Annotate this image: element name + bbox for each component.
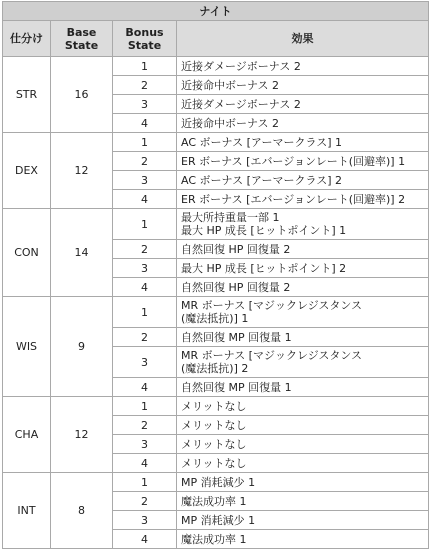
header-bonus-state — [113, 21, 177, 57]
bonus-state-cell: 1 — [113, 209, 177, 240]
effect-text: 最大 HP 成長 [ヒットポイント] 1 — [181, 224, 347, 237]
effect-cell — [177, 435, 429, 454]
stat-name-cell: STR — [3, 57, 51, 133]
effect-cell — [177, 259, 429, 278]
effect-cell — [177, 57, 429, 76]
bonus-state-cell: 4 — [113, 278, 177, 297]
base-state-cell: 9 — [51, 297, 113, 397]
bonus-state-cell: 2 — [113, 152, 177, 171]
effect-cell — [177, 95, 429, 114]
effect-text: メリットなし — [181, 456, 247, 470]
effect-cell — [177, 397, 429, 416]
bonus-state-cell: 4 — [113, 454, 177, 473]
bonus-state-cell: 4 — [113, 114, 177, 133]
effect-cell — [177, 416, 429, 435]
header-bonus-line1: Bonus — [125, 25, 164, 39]
effect-text: 自然回復 MP 回復量 1 — [181, 380, 292, 394]
bonus-state-cell: 2 — [113, 416, 177, 435]
effect-cell — [177, 378, 429, 397]
bonus-state-cell: 2 — [113, 328, 177, 347]
stat-name-cell: CON — [3, 209, 51, 297]
effect-text: 最大所持重量一部 1 — [181, 211, 280, 224]
bonus-state-cell: 3 — [113, 95, 177, 114]
effect-cell — [177, 530, 429, 549]
bonus-state-cell: 1 — [113, 473, 177, 492]
effect-text: 自然回復 HP 回復量 2 — [181, 242, 291, 256]
effect-text: ER ボーナス [エバージョンレート(回避率)] 1 — [181, 154, 406, 168]
stat-name-cell: WIS — [3, 297, 51, 397]
table-title: ナイト — [3, 2, 429, 21]
effect-text: (魔法抵抗)] 2 — [181, 362, 249, 375]
table-row — [3, 397, 429, 416]
table-body — [3, 57, 429, 549]
table-row — [3, 57, 429, 76]
effect-cell — [177, 511, 429, 530]
effect-text: メリットなし — [181, 437, 247, 451]
effect-cell — [177, 328, 429, 347]
effect-cell — [177, 114, 429, 133]
bonus-state-cell: 3 — [113, 171, 177, 190]
bonus-state-cell: 2 — [113, 492, 177, 511]
table-row — [3, 297, 429, 328]
effect-text: メリットなし — [181, 399, 247, 413]
stat-name-cell: CHA — [3, 397, 51, 473]
effect-text: 自然回復 MP 回復量 1 — [181, 330, 292, 344]
header-category: 仕分け — [3, 21, 51, 57]
effect-text: 魔法成功率 1 — [181, 532, 247, 546]
effect-cell — [177, 152, 429, 171]
header-base-line1: Base — [66, 25, 97, 39]
table-row — [3, 209, 429, 240]
effect-text: AC ボーナス [アーマークラス] 2 — [181, 173, 342, 187]
effect-cell — [177, 133, 429, 152]
effect-text: MP 消耗減少 1 — [181, 513, 256, 527]
effect-text: 魔法成功率 1 — [181, 494, 247, 508]
effect-cell — [177, 76, 429, 95]
bonus-state-cell: 1 — [113, 57, 177, 76]
effect-text: (魔法抵抗)] 1 — [181, 312, 249, 325]
bonus-state-cell: 3 — [113, 259, 177, 278]
bonus-state-cell: 4 — [113, 530, 177, 549]
effect-text: 近接ダメージボーナス 2 — [181, 97, 301, 111]
effect-text: 自然回復 HP 回復量 2 — [181, 280, 291, 294]
bonus-state-cell: 1 — [113, 297, 177, 328]
effect-cell — [177, 240, 429, 259]
header-base-state — [51, 21, 113, 57]
effect-text: MP 消耗減少 1 — [181, 475, 256, 489]
header-bonus-line2: State — [127, 38, 162, 52]
effect-cell — [177, 492, 429, 511]
effect-cell — [177, 473, 429, 492]
header-base-line2: State — [64, 38, 99, 52]
bonus-state-cell: 1 — [113, 133, 177, 152]
table-row — [3, 133, 429, 152]
effect-text: 近接命中ボーナス 2 — [181, 78, 280, 92]
effect-text: 近接ダメージボーナス 2 — [181, 59, 301, 73]
bonus-state-cell: 2 — [113, 76, 177, 95]
stat-name-cell: DEX — [3, 133, 51, 209]
effect-cell — [177, 454, 429, 473]
base-state-cell: 8 — [51, 473, 113, 549]
header-effect: 効果 — [177, 21, 429, 57]
effect-text: MR ボーナス [マジックレジスタンス — [181, 349, 363, 362]
base-state-cell: 16 — [51, 57, 113, 133]
effect-text: 近接命中ボーナス 2 — [181, 116, 280, 130]
bonus-state-cell: 4 — [113, 190, 177, 209]
effect-cell — [177, 209, 429, 240]
bonus-state-cell: 4 — [113, 378, 177, 397]
table-row — [3, 473, 429, 492]
base-state-cell: 12 — [51, 133, 113, 209]
effect-text: 最大 HP 成長 [ヒットポイント] 2 — [181, 261, 347, 275]
effect-cell — [177, 190, 429, 209]
base-state-cell: 14 — [51, 209, 113, 297]
stat-name-cell: INT — [3, 473, 51, 549]
effect-text: メリットなし — [181, 418, 247, 432]
knight-stat-table — [2, 1, 429, 549]
effect-cell — [177, 171, 429, 190]
effect-text: AC ボーナス [アーマークラス] 1 — [181, 135, 342, 149]
bonus-state-cell: 3 — [113, 435, 177, 454]
effect-cell — [177, 347, 429, 378]
effect-cell — [177, 278, 429, 297]
bonus-state-cell: 2 — [113, 240, 177, 259]
effect-text: ER ボーナス [エバージョンレート(回避率)] 2 — [181, 192, 406, 206]
effect-text: MR ボーナス [マジックレジスタンス — [181, 299, 363, 312]
effect-cell — [177, 297, 429, 328]
bonus-state-cell: 3 — [113, 511, 177, 530]
base-state-cell: 12 — [51, 397, 113, 473]
bonus-state-cell: 3 — [113, 347, 177, 378]
bonus-state-cell: 1 — [113, 397, 177, 416]
